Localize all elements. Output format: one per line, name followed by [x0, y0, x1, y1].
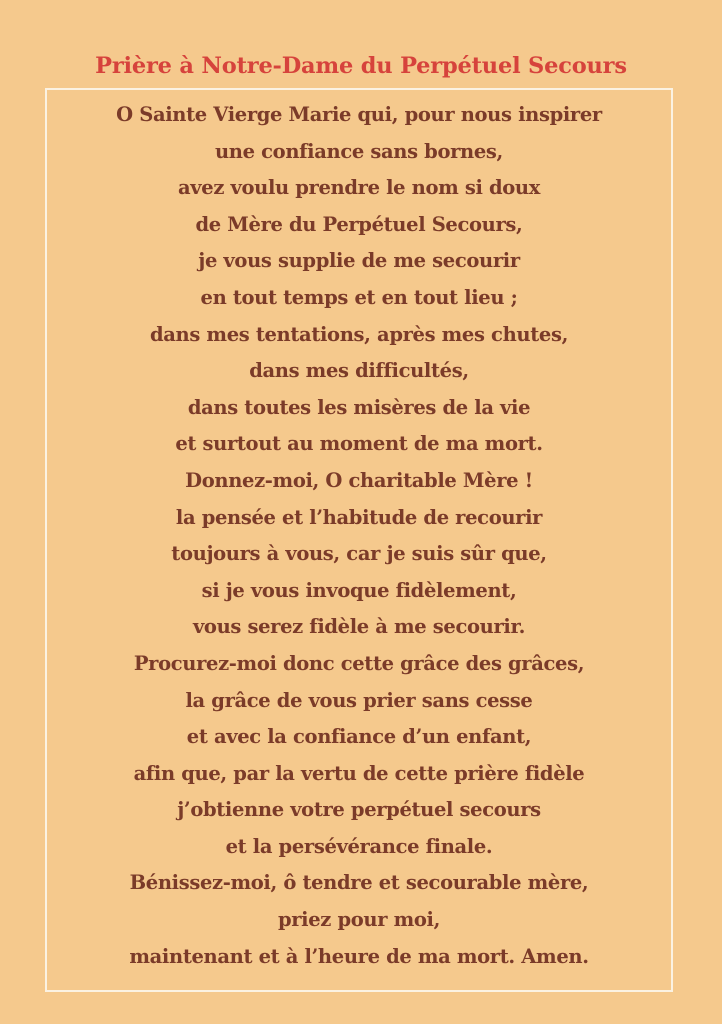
prayer-line: une confiance sans bornes,: [214, 139, 503, 163]
prayer-text: [45, 97, 673, 975]
prayer-line: dans toutes les misères de la vie: [187, 395, 531, 419]
prayer-line: priez pour moi,: [277, 908, 441, 932]
prayer-line: et avec la confiance d’un enfant,: [186, 725, 532, 749]
prayer-line: afin que, par la vertu de cette prière fidèle: [133, 761, 585, 785]
prayer-line: Procurez-moi donc cette grâce des grâces,: [133, 651, 585, 675]
prayer-line: O Sainte Vierge Marie qui, pour nous inspirer: [116, 103, 602, 126]
prayer-line: Donnez-moi, O charitable Mère !: [185, 468, 533, 492]
prayer-line: j’obtienne votre perpétuel secours: [177, 798, 541, 822]
prayer-line: Bénissez-moi, ô tendre et secourable mère,: [129, 871, 589, 895]
prayer-line: de Mère du Perpétuel Secours,: [195, 212, 523, 236]
prayer-line: vous serez fidèle à me secourir.: [192, 615, 526, 639]
prayer-line: et surtout au moment de ma mort.: [175, 432, 543, 456]
prayer-line: dans mes difficultés,: [249, 359, 469, 383]
prayer-line: je vous supplie de me secourir: [198, 249, 520, 273]
prayer-line: la grâce de vous prier sans cesse: [185, 688, 533, 712]
prayer-line: dans mes tentations, après mes chutes,: [149, 322, 569, 346]
prayer-line: si je vous invoque fidèlement,: [201, 578, 517, 602]
prayer-line: la pensée et l’habitude de recourir: [175, 505, 543, 529]
prayer-line: avez voulu prendre le nom si doux: [178, 176, 540, 200]
prayer-line: en tout temps et en tout lieu ;: [200, 285, 518, 309]
prayer-title: Prière à Notre-Dame du Perpétuel Secours: [95, 53, 627, 80]
prayer-line: toujours à vous, car je suis sûr que,: [171, 542, 547, 566]
prayer-line: maintenant et à l’heure de ma mort. Amen.: [129, 944, 589, 968]
prayer-line: et la persévérance finale.: [225, 834, 493, 858]
